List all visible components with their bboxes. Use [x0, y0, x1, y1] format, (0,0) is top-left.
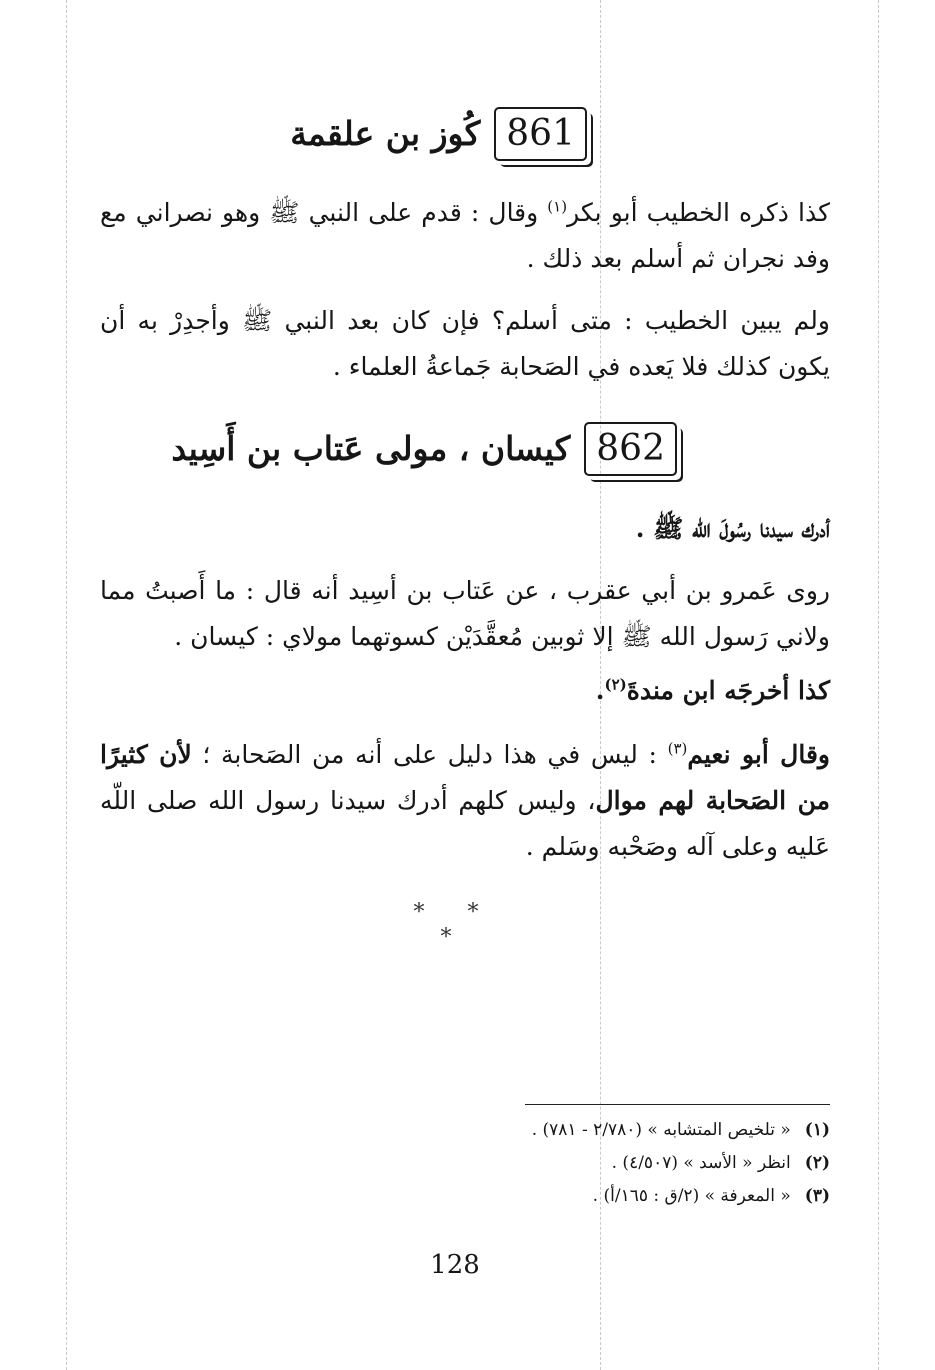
footnote-ref[interactable]: (١): [547, 197, 568, 216]
scan-guide-line: [66, 0, 67, 1370]
paragraph-text: أدرك سيدنا رسُولَ الله ﷺ .: [635, 514, 830, 543]
footnote-mark: (٢): [804, 1153, 830, 1173]
scan-guide-line: [878, 0, 879, 1370]
section-separator: * * *: [413, 900, 497, 950]
entry-861-paragraph-2: [100, 298, 830, 390]
paragraph-text: لأن كثيرًا من الصَحابة لهم موال: [100, 740, 830, 815]
entry-heading-862: [171, 422, 677, 476]
footnote-1: [532, 1118, 830, 1142]
entry-862-paragraph-1: [100, 506, 830, 552]
footnote-mark: (١): [804, 1120, 830, 1140]
entry-862-paragraph-2: [100, 568, 830, 660]
footnote-3: [593, 1184, 830, 1208]
paragraph-text: كذا ذكره الخطيب أبو بكر: [567, 198, 830, 227]
footnote-text: انظر « الأسد » (٤/٥٠٧) .: [611, 1153, 791, 1173]
entry-862-paragraph-3: [100, 668, 830, 714]
footnote-ref[interactable]: (٣): [667, 739, 688, 758]
paragraph-text: ولم يبين الخطيب : متى أسلم؟ فإن كان بعد النبي ﷺ وأجدِرْ به أن يكون كذلك فلا يَعده في الصَحابة جَماعةُ العلماء .: [100, 306, 830, 381]
footnote-2: [612, 1151, 830, 1175]
paragraph-text: : ليس في هذا دليل على أنه من الصَحابة ؛: [191, 740, 668, 769]
footnote-ref[interactable]: (٢): [604, 675, 627, 694]
entry-number-box: 861: [494, 107, 587, 161]
paragraph-text: ، وليس كلهم أدرك سيدنا رسول الله صلى اللّه عَليه وعلى آله وصَحْبه وسَلم .: [100, 786, 830, 861]
entry-title: كيسان ، مولى عَتاب بن أَسِيد: [171, 429, 571, 468]
entry-heading-861: [290, 107, 587, 161]
footnote-mark: (٣): [804, 1186, 830, 1206]
entry-title: كُوز بن علقمة: [290, 114, 481, 153]
entry-861-paragraph-1: [100, 190, 830, 282]
paragraph-text: .: [595, 676, 605, 705]
entry-862-paragraph-4: [100, 732, 830, 870]
paragraph-text: وقال : قدم على النبي ﷺ وهو نصراني مع وفد نجران ثم أسلم بعد ذلك .: [100, 198, 830, 273]
page-number: 128: [430, 1250, 480, 1280]
footnote-text: « المعرفة » (٢/ق : ١٦٥/أ) .: [592, 1186, 791, 1206]
paragraph-text: كذا أخرجَه ابن مندةَ: [626, 676, 830, 705]
footnote-text: « تلخيص المتشابه » (٢/٧٨٠ - ٧٨١) .: [531, 1120, 791, 1140]
paragraph-text: وقال أبو نعيم: [687, 740, 830, 769]
paragraph-text: روى عَمرو بن أبي عقرب ، عن عَتاب بن أسِيد أنه قال : ما أَصبتُ مما ولاني رَسول الله ﷺ إلا ثوبين مُعقَّدَيْن كسوتهما مولاي : كيسان .: [100, 576, 830, 651]
entry-number-box: 862: [584, 422, 677, 476]
footnote-divider: [525, 1104, 830, 1105]
